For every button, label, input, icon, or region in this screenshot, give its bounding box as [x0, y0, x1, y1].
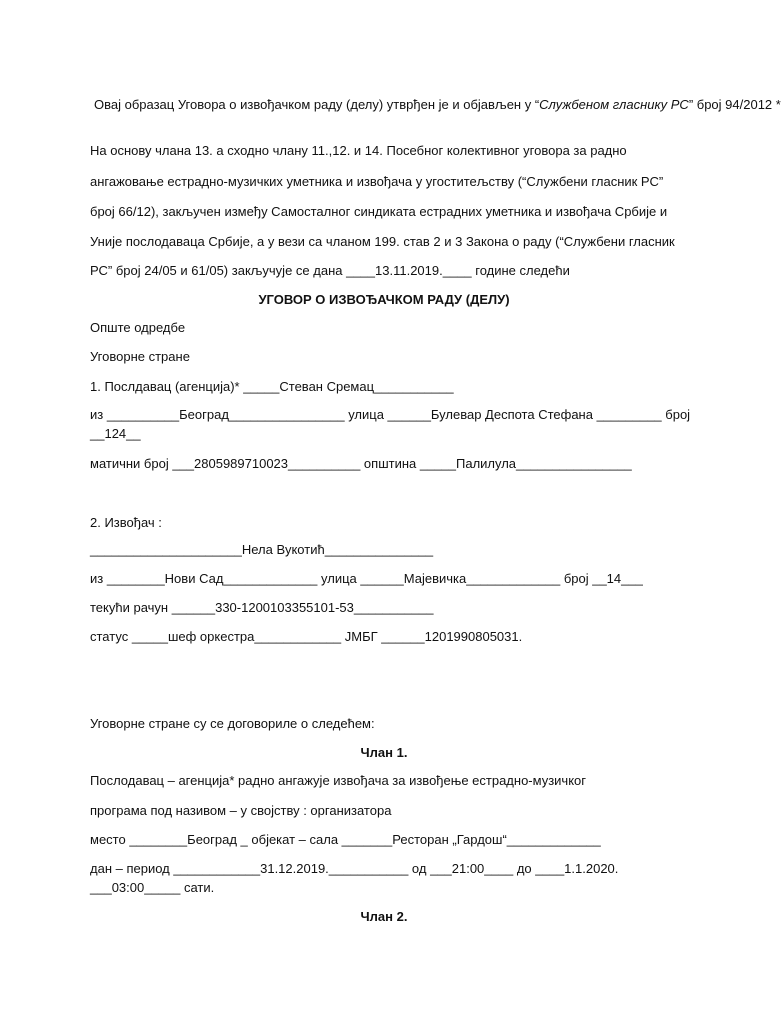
article-1-line-2: програма под називом – у својству : организатора — [90, 803, 392, 818]
preamble-line-4: Уније послодаваца Србије, а у вези са чланом 199. став 2 и 3 Закона о раду (“Службени гласник — [90, 234, 675, 249]
performer-line-2: _____________________Нела Вукотић_______________ — [90, 542, 434, 557]
article-1-line-5: ___03:00_____ сати. — [90, 880, 215, 895]
contract-title: УГОВОР О ИЗВОЂАЧКОМ РАДУ (ДЕЛУ) — [258, 292, 510, 307]
preamble-line-1: На основу члана 13. а сходно члану 11.,12. и 14. Посебног колективног уговора за радно — [90, 143, 627, 158]
performer-line-4: текући рачун ______330-1200103355101-53___________ — [90, 600, 434, 615]
performer-line-1: 2. Извођач : — [90, 515, 162, 530]
general-provisions-heading: Опште одредбе — [90, 320, 186, 335]
article-2-heading: Члан 2. — [360, 909, 408, 924]
employer-line-1: 1. Послдавац (агенција)* _____Стеван Сремац___________ — [90, 379, 454, 394]
intro-italic: Службеном гласнику РС — [539, 97, 689, 112]
agreement-statement: Уговорне стране су се договориле о следећем: — [90, 716, 375, 731]
intro-text-b: ” број 94/2012 * — [688, 97, 781, 112]
preamble-line-3: број 66/12), закључен између Самосталног синдиката естрадних уметника и извођача Србије и — [90, 204, 668, 219]
article-1-heading: Члан 1. — [360, 745, 408, 760]
article-1-line-3: место ________Београд _ објекат – сала _______Ресторан „Гардош“_____________ — [90, 832, 601, 847]
preamble-line-5: РС” број 24/05 и 61/05) закључује се дана ____13.11.2019.____ године следећи — [90, 263, 570, 278]
employer-line-4: матични број ___2805989710023__________ општина _____Палилула________________ — [90, 456, 632, 471]
article-1-line-4: дан – период ____________31.12.2019.___________ од ___21:00____ до ____1.1.2020. — [90, 861, 619, 876]
employer-line-2: из __________Београд________________ улица ______Булевар Деспота Стефана _________ број — [90, 407, 691, 422]
parties-heading: Уговорне стране — [90, 349, 190, 364]
performer-line-5: статус _____шеф оркестра____________ ЈМБГ ______1201990805031. — [90, 629, 523, 644]
preamble-line-2: ангажовање естрадно-музичких уметника и извођача у угоститељству (“Службени гласник РС” — [90, 174, 664, 189]
performer-line-3: из ________Нови Сад_____________ улица ______Мајевичка_____________ број __14___ — [90, 571, 643, 586]
employer-line-3: __124__ — [90, 426, 141, 441]
article-1-line-1: Послодавац – агенција* радно ангажује извођача за извођење естрадно-музичког — [90, 773, 587, 788]
intro-text-a: Овај образац Уговора о извођачком раду (делу) утврђен је и објављен у “ — [94, 97, 540, 112]
intro-line-1 — [94, 96, 781, 113]
